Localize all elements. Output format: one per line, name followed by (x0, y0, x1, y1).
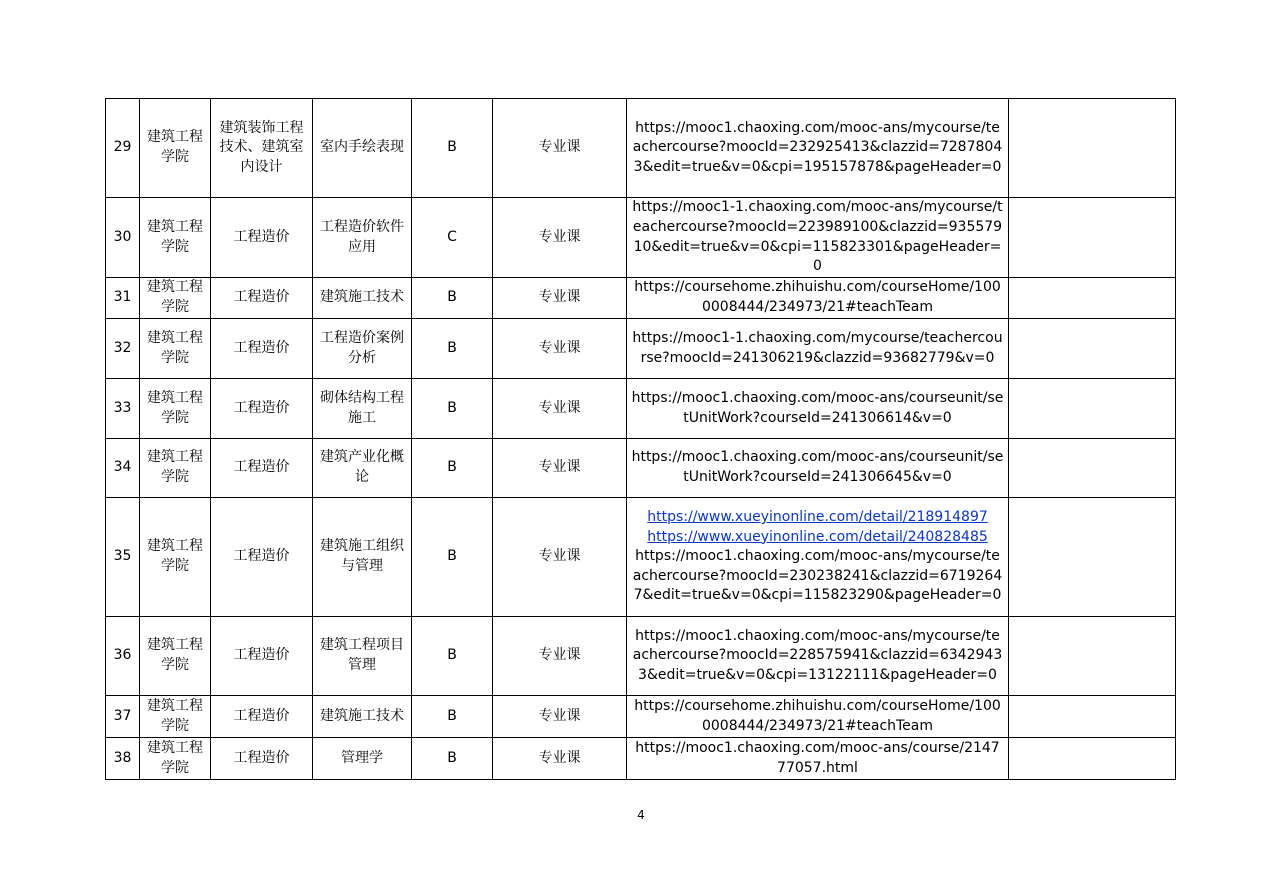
grade-cell: B (412, 738, 493, 780)
grade-cell: B (412, 439, 493, 498)
type-cell: 专业课 (493, 498, 627, 617)
type-cell: 专业课 (493, 99, 627, 198)
college-cell: 建筑工程学院 (140, 278, 211, 319)
row-number: 30 (106, 198, 140, 278)
major-cell: 工程造价 (211, 278, 313, 319)
table-row (106, 278, 1176, 319)
major-cell: 工程造价 (211, 198, 313, 278)
type-cell: 专业课 (493, 738, 627, 780)
college-cell: 建筑工程学院 (140, 617, 211, 696)
type-cell: 专业课 (493, 319, 627, 379)
course-cell: 室内手绘表现 (313, 99, 412, 198)
college-cell: 建筑工程学院 (140, 99, 211, 198)
table-row (106, 99, 1176, 198)
major-cell: 建筑装饰工程技术、建筑室内设计 (211, 99, 313, 198)
course-table (105, 98, 1176, 780)
table-row (106, 696, 1176, 738)
note-cell (1009, 379, 1176, 439)
major-cell: 工程造价 (211, 696, 313, 738)
college-cell: 建筑工程学院 (140, 319, 211, 379)
table-row (106, 738, 1176, 780)
note-cell (1009, 99, 1176, 198)
college-cell: 建筑工程学院 (140, 738, 211, 780)
course-cell: 建筑施工技术 (313, 278, 412, 319)
major-cell: 工程造价 (211, 439, 313, 498)
grade-cell: B (412, 99, 493, 198)
note-cell (1009, 198, 1176, 278)
type-cell: 专业课 (493, 278, 627, 319)
row-number: 38 (106, 738, 140, 780)
major-cell: 工程造价 (211, 738, 313, 780)
url-cell (627, 198, 1009, 278)
table-row (106, 198, 1176, 278)
url-cell (627, 379, 1009, 439)
grade-cell: B (412, 379, 493, 439)
course-url-text: https://mooc1.chaoxing.com/mooc-ans/courseunit/setUnitWork?courseId=241306645&v=0 (631, 449, 1004, 485)
course-cell: 工程造价案例分析 (313, 319, 412, 379)
row-number: 34 (106, 439, 140, 498)
type-cell: 专业课 (493, 379, 627, 439)
page-number: 4 (637, 808, 645, 822)
url-cell (627, 99, 1009, 198)
row-number: 32 (106, 319, 140, 379)
course-url-text: https://mooc1.chaoxing.com/mooc-ans/course/214777057.html (635, 739, 1000, 776)
college-cell: 建筑工程学院 (140, 198, 211, 278)
row-number: 35 (106, 498, 140, 617)
grade-cell: B (412, 617, 493, 696)
table-row (106, 439, 1176, 498)
table-row (106, 319, 1176, 379)
major-cell: 工程造价 (211, 498, 313, 617)
grade-cell: C (412, 198, 493, 278)
course-url-text: https://mooc1.chaoxing.com/mooc-ans/courseunit/setUnitWork?courseId=241306614&v=0 (631, 389, 1004, 426)
row-number: 36 (106, 617, 140, 696)
course-cell: 砌体结构工程施工 (313, 379, 412, 439)
url-cell (627, 696, 1009, 738)
course-url-text: https://mooc1.chaoxing.com/mooc-ans/mycourse/teachercourse?moocId=228575941&clazzid=63429433&edit=true&v=0&cpi=13122111&pageHeader=0 (632, 627, 1003, 683)
url-cell (627, 439, 1009, 498)
table-row (106, 379, 1176, 439)
course-url-text: https://coursehome.zhihuishu.com/courseHome/1000008444/234973/21#teachTeam (634, 697, 1001, 734)
course-url-text: https://mooc1.chaoxing.com/mooc-ans/mycourse/teachercourse?moocId=230238241&clazzid=67192647&edit=true&v=0&cpi=115823290&pageHeader=0 (632, 548, 1003, 604)
course-url-text: https://coursehome.zhihuishu.com/courseHome/1000008444/234973/21#teachTeam (634, 279, 1001, 315)
course-url-text: https://mooc1-1.chaoxing.com/mooc-ans/mycourse/teachercourse?moocId=223989100&clazzid=93557910&edit=true&v=0&cpi=115823301&pageHeader=0 (632, 199, 1003, 275)
url-cell (627, 498, 1009, 617)
row-number: 37 (106, 696, 140, 738)
note-cell (1009, 319, 1176, 379)
course-cell: 管理学 (313, 738, 412, 780)
college-cell: 建筑工程学院 (140, 498, 211, 617)
college-cell: 建筑工程学院 (140, 696, 211, 738)
row-number: 33 (106, 379, 140, 439)
note-cell (1009, 738, 1176, 780)
url-cell (627, 738, 1009, 780)
major-cell: 工程造价 (211, 379, 313, 439)
course-cell: 工程造价软件应用 (313, 198, 412, 278)
course-cell: 建筑产业化概论 (313, 439, 412, 498)
url-cell (627, 278, 1009, 319)
url-cell (627, 319, 1009, 379)
type-cell: 专业课 (493, 696, 627, 738)
table-row (106, 617, 1176, 696)
note-cell (1009, 696, 1176, 738)
note-cell (1009, 278, 1176, 319)
major-cell: 工程造价 (211, 617, 313, 696)
row-number: 31 (106, 278, 140, 319)
url-cell (627, 617, 1009, 696)
course-url-text: https://mooc1-1.chaoxing.com/mycourse/teachercourse?moocId=241306219&clazzid=93682779&v=0 (632, 329, 1003, 366)
table-body (106, 99, 1176, 780)
college-cell: 建筑工程学院 (140, 379, 211, 439)
grade-cell: B (412, 498, 493, 617)
major-cell: 工程造价 (211, 319, 313, 379)
course-cell: 建筑工程项目管理 (313, 617, 412, 696)
course-cell: 建筑施工技术 (313, 696, 412, 738)
course-url-text: https://mooc1.chaoxing.com/mooc-ans/mycourse/teachercourse?moocId=232925413&clazzid=72878043&edit=true&v=0&cpi=195157878&pageHeader=0 (632, 119, 1003, 175)
note-cell (1009, 498, 1176, 617)
row-number: 29 (106, 99, 140, 198)
note-cell (1009, 617, 1176, 696)
type-cell: 专业课 (493, 439, 627, 498)
grade-cell: B (412, 278, 493, 319)
college-cell: 建筑工程学院 (140, 439, 211, 498)
table-row (106, 498, 1176, 617)
course-link[interactable]: https://www.xueyinonline.com/detail/240828485 (647, 528, 988, 545)
type-cell: 专业课 (493, 617, 627, 696)
course-link[interactable]: https://www.xueyinonline.com/detail/218914897 (647, 509, 988, 526)
grade-cell: B (412, 319, 493, 379)
course-cell: 建筑施工组织与管理 (313, 498, 412, 617)
grade-cell: B (412, 696, 493, 738)
type-cell: 专业课 (493, 198, 627, 278)
note-cell (1009, 439, 1176, 498)
